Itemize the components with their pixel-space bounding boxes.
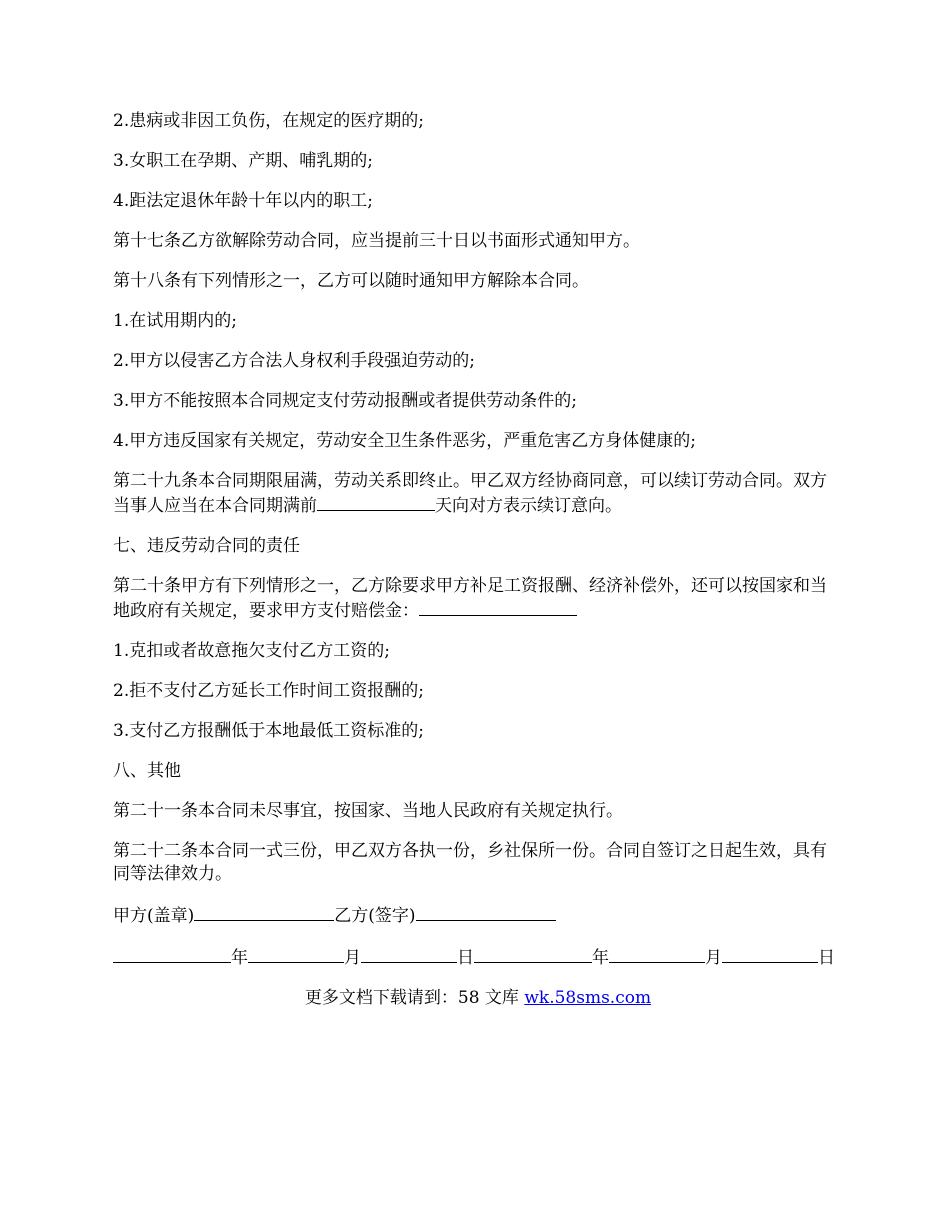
year-label: 年 — [231, 948, 248, 968]
month-label-2: 月 — [705, 948, 722, 968]
section-7-item-2: 2.拒不支付乙方延长工作时间工资报酬的; — [113, 681, 424, 701]
article-18-item-3: 3.甲方不能按照本合同规定支付劳动报酬或者提供劳动条件的; — [113, 391, 577, 411]
article-18: 第十八条有下列情形之一，乙方可以随时通知甲方解除本合同。 — [113, 271, 589, 291]
article-18-item-1: 1.在试用期内的; — [113, 311, 237, 331]
date-row — [113, 945, 843, 970]
party-a-year-blank[interactable] — [113, 945, 231, 963]
article-20 — [113, 575, 843, 623]
party-b-label: 乙方(签字) — [334, 906, 416, 926]
clause-item-4: 4.距法定退休年龄十年以内的职工; — [113, 191, 373, 211]
article-18-item-4: 4.甲方违反国家有关规定，劳动安全卫生条件恶劣，严重危害乙方身体健康的; — [113, 431, 696, 451]
party-b-year-blank[interactable] — [474, 945, 592, 963]
party-a-signature-blank[interactable] — [194, 903, 334, 921]
party-b-signature-blank[interactable] — [416, 903, 556, 921]
signature-row — [113, 903, 843, 928]
party-b-day-blank[interactable] — [722, 945, 818, 963]
section-7-title: 七、违反劳动合同的责任 — [113, 536, 300, 556]
renewal-days-blank[interactable] — [317, 493, 435, 511]
clause-item-3: 3.女职工在孕期、产期、哺乳期的; — [113, 151, 373, 171]
year-label-2: 年 — [592, 948, 609, 968]
article-29-text-end: 天向对方表示续订意向。 — [435, 496, 622, 516]
document-page — [113, 110, 843, 1010]
footer — [113, 987, 843, 1010]
section-7-item-1: 1.克扣或者故意拖欠支付乙方工资的; — [113, 641, 390, 661]
month-label: 月 — [344, 948, 361, 968]
party-b-month-blank[interactable] — [609, 945, 705, 963]
day-label-2: 日 — [818, 948, 835, 968]
section-7-item-3: 3.支付乙方报酬低于本地最低工资标准的; — [113, 721, 424, 741]
party-a-day-blank[interactable] — [361, 945, 457, 963]
article-21: 第二十一条本合同未尽事宜，按国家、当地人民政府有关规定执行。 — [113, 801, 623, 821]
day-label: 日 — [457, 948, 474, 968]
article-29-text: 第二十九条本合同期限届满，劳动关系即终止。甲乙双方经协商同意，可以续订劳动合同。双方当事人应当在本合同期满前 — [113, 471, 827, 516]
section-8-title: 八、其他 — [113, 761, 181, 781]
article-18-item-2: 2.甲方以侵害乙方合法人身权利手段强迫劳动的; — [113, 351, 475, 371]
compensation-blank[interactable] — [419, 598, 577, 616]
article-20-text: 第二十条甲方有下列情形之一，乙方除要求甲方补足工资报酬、经济补偿外，还可以按国家和当地政府有关规定，要求甲方支付赔偿金： — [113, 576, 827, 621]
footer-link[interactable]: wk.58sms.com — [524, 988, 652, 1008]
clause-item-2: 2.患病或非因工负伤，在规定的医疗期的; — [113, 111, 424, 131]
article-29 — [113, 470, 843, 518]
party-a-month-blank[interactable] — [248, 945, 344, 963]
party-a-label: 甲方(盖章) — [113, 906, 195, 926]
footer-text: 更多文档下载请到：58 文库 — [304, 988, 525, 1008]
article-17: 第十七条乙方欲解除劳动合同，应当提前三十日以书面形式通知甲方。 — [113, 231, 640, 251]
article-22: 第二十二条本合同一式三份，甲乙双方各执一份，乡社保所一份。合同自签订之日起生效，具有同等法律效力。 — [113, 841, 827, 884]
